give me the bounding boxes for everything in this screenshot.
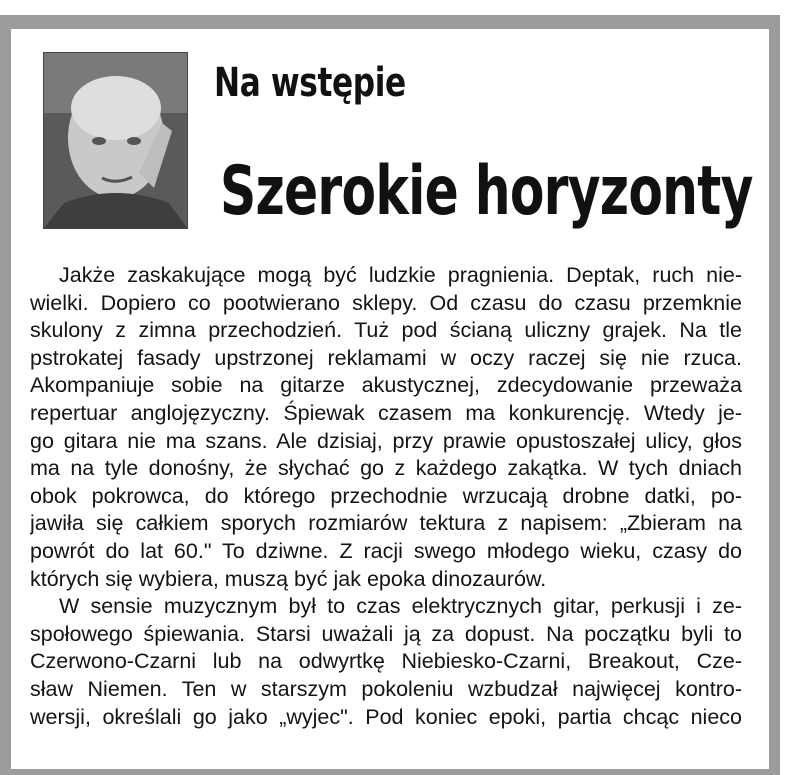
body-line: Czerwono-Czarni lub na odwyrtkę Niebiesko-Czarni, Breakout, Cze- [30,649,742,674]
body-line: Jakże zaskakujące mogą być ludzkie pragnienia. Deptak, ruch nie- [59,263,742,287]
body-line: społowego śpiewania. Starsi uważali ją za dopust. Na początku byli to [30,621,742,646]
section-kicker: Na wstępie [214,60,406,106]
body-line: pstrokatej fasady upstrzonej reklamami w oczy raczej się nie rzuca. [30,345,742,370]
article-body [30,262,742,731]
body-line: jawiła się całkiem sporych rozmiarów tektura z napisem: „Zbieram na [30,511,742,536]
body-line: wersji, określali go jako „wyjec". Pod koniec epoki, partia chcąc nieco [30,704,742,729]
body-line: obok pokrowca, do którego przechodnie wrzucają drobne datki, po- [30,483,742,508]
body-line: skulony z zimna przechodzień. Tuż pod ścianą uliczny grajek. Na tle [30,318,742,343]
body-line: sław Niemen. Ten w starszym pokoleniu wzbudzał najwięcej kontro- [30,676,742,701]
body-line: wielki. Dopiero co pootwierano sklepy. Od czasu do czasu przemknie [30,290,742,315]
author-photo [43,52,188,229]
body-line: powrót do lat 60." To dziwne. Z racji swego młodego wieku, czasy do [30,538,742,563]
author-portrait-icon [44,53,187,228]
body-line: których się wybiera, muszą być jak epoka dinozaurów. [30,566,547,591]
article-headline: Szerokie horyzonty [220,152,753,231]
body-line: go gitara nie ma szans. Ale dzisiaj, przy prawie opustoszałej ulicy, głos [30,428,742,453]
body-line: Akompaniuje sobie na gitarze akustycznej, zdecydowanie przeważa [30,373,742,398]
body-line: W sensie muzycznym był to czas elektrycznych gitar, perkusji i ze- [59,594,742,619]
body-line: repertuar anglojęzyczny. Śpiewak czasem ma konkurencję. Wtedy je- [30,400,742,425]
body-line: ma na tyle donośny, że słychać go z każdego zakątka. W tych dniach [30,456,742,481]
